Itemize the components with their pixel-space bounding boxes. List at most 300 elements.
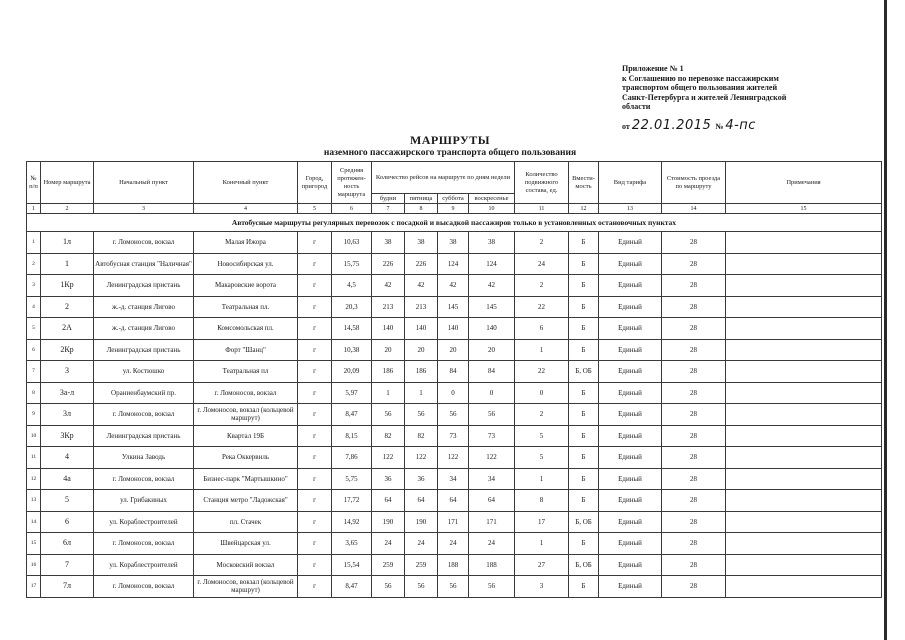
cell-capacity: Б xyxy=(569,296,599,318)
header-saturday: суббота xyxy=(438,194,469,204)
cell-tariff-type: Единый xyxy=(599,318,662,340)
cell-end-point: Форт "Шанц" xyxy=(194,339,298,361)
cell-start-point: Ленинградская пристань xyxy=(94,425,194,447)
cell-notes xyxy=(726,382,882,404)
cell-end-point: Малая Ижора xyxy=(194,232,298,254)
cell-fare: 28 xyxy=(662,490,726,512)
cell-tariff-type: Единый xyxy=(599,511,662,533)
cell-fare: 28 xyxy=(662,425,726,447)
cell-start-point: г. Ломоносов, вокзал xyxy=(94,576,194,598)
cell-n: 4 xyxy=(27,296,41,318)
cell-trips-sunday: 124 xyxy=(469,253,515,275)
cell-trips-saturday: 145 xyxy=(438,296,469,318)
cell-city: г xyxy=(298,554,332,576)
cell-trips-saturday: 34 xyxy=(438,468,469,490)
cell-trips-sunday: 42 xyxy=(469,275,515,297)
appendix-line: Приложение № 1 xyxy=(622,64,684,73)
cell-capacity: Б, ОБ xyxy=(569,361,599,383)
cell-trips-friday: 140 xyxy=(405,318,438,340)
cell-capacity: Б xyxy=(569,318,599,340)
cell-trips-weekday: 186 xyxy=(372,361,405,383)
cell-length: 5,97 xyxy=(332,382,372,404)
column-number: 15 xyxy=(726,204,882,214)
appendix-line: транспортом общего пользования жителей xyxy=(622,83,778,93)
column-number: 4 xyxy=(194,204,298,214)
order-no-label: № xyxy=(715,122,724,131)
cell-rolling-stock: 3 xyxy=(515,576,569,598)
cell-end-point: Макаровские ворота xyxy=(194,275,298,297)
cell-length: 8,47 xyxy=(332,404,372,426)
column-number: 10 xyxy=(469,204,515,214)
cell-notes xyxy=(726,404,882,426)
cell-length: 7,86 xyxy=(332,447,372,469)
cell-trips-sunday: 145 xyxy=(469,296,515,318)
cell-end-point: Театральная пл. xyxy=(194,296,298,318)
cell-fare: 28 xyxy=(662,253,726,275)
cell-fare: 28 xyxy=(662,339,726,361)
cell-trips-saturday: 124 xyxy=(438,253,469,275)
cell-notes xyxy=(726,253,882,275)
cell-end-point: пл. Стачек xyxy=(194,511,298,533)
cell-trips-weekday: 226 xyxy=(372,253,405,275)
routes-table xyxy=(26,161,882,598)
cell-capacity: Б xyxy=(569,339,599,361)
cell-route-number: 1л xyxy=(41,232,94,254)
cell-tariff-type: Единый xyxy=(599,554,662,576)
cell-notes xyxy=(726,468,882,490)
cell-city: г xyxy=(298,576,332,598)
cell-city: г xyxy=(298,425,332,447)
cell-rolling-stock: 5 xyxy=(515,447,569,469)
cell-tariff-type: Единый xyxy=(599,533,662,555)
cell-length: 5,75 xyxy=(332,468,372,490)
cell-notes xyxy=(726,533,882,555)
table-row xyxy=(27,554,882,576)
cell-tariff-type: Единый xyxy=(599,382,662,404)
appendix-line: к Соглашению по перевозке пассажирским xyxy=(622,73,779,83)
cell-start-point: г. Ломоносов, вокзал xyxy=(94,404,194,426)
cell-fare: 28 xyxy=(662,318,726,340)
cell-n: 12 xyxy=(27,468,41,490)
cell-length: 15,75 xyxy=(332,253,372,275)
cell-trips-saturday: 38 xyxy=(438,232,469,254)
cell-start-point: Ленинградская пристань xyxy=(94,339,194,361)
cell-rolling-stock: 2 xyxy=(515,404,569,426)
header-start-point: Начальный пункт xyxy=(94,162,194,204)
cell-length: 4,5 xyxy=(332,275,372,297)
cell-notes xyxy=(726,490,882,512)
header-n: № п/п xyxy=(27,162,41,204)
cell-length: 17,72 xyxy=(332,490,372,512)
cell-route-number: 4а xyxy=(41,468,94,490)
cell-capacity: Б xyxy=(569,232,599,254)
column-number-row xyxy=(27,204,882,214)
cell-tariff-type: Единый xyxy=(599,296,662,318)
cell-length: 14,58 xyxy=(332,318,372,340)
cell-trips-friday: 20 xyxy=(405,339,438,361)
cell-notes xyxy=(726,447,882,469)
cell-n: 14 xyxy=(27,511,41,533)
cell-fare: 28 xyxy=(662,576,726,598)
cell-rolling-stock: 27 xyxy=(515,554,569,576)
cell-route-number: 4 xyxy=(41,447,94,469)
cell-trips-friday: 56 xyxy=(405,404,438,426)
appendix-note xyxy=(622,64,822,112)
column-number: 2 xyxy=(41,204,94,214)
header-capacity: Вмести-мость xyxy=(569,162,599,204)
cell-notes xyxy=(726,511,882,533)
cell-start-point: г. Ломоносов, вокзал xyxy=(94,232,194,254)
cell-capacity: Б xyxy=(569,447,599,469)
cell-route-number: 6л xyxy=(41,533,94,555)
cell-rolling-stock: 1 xyxy=(515,468,569,490)
cell-tariff-type: Единый xyxy=(599,404,662,426)
cell-trips-weekday: 140 xyxy=(372,318,405,340)
cell-trips-weekday: 38 xyxy=(372,232,405,254)
appendix-line: Санкт-Петербурга и жителей Ленинградской xyxy=(622,92,787,102)
cell-trips-friday: 226 xyxy=(405,253,438,275)
cell-fare: 28 xyxy=(662,404,726,426)
cell-end-point: Швейцарская ул. xyxy=(194,533,298,555)
page-subtitle: наземного пассажирского транспорта общего пользования xyxy=(323,148,577,158)
column-number: 3 xyxy=(94,204,194,214)
cell-trips-friday: 186 xyxy=(405,361,438,383)
cell-end-point: Комсомольская пл. xyxy=(194,318,298,340)
order-number: 4-пс xyxy=(725,118,756,133)
column-number: 5 xyxy=(298,204,332,214)
cell-trips-saturday: 73 xyxy=(438,425,469,447)
cell-route-number: 7 xyxy=(41,554,94,576)
order-reference xyxy=(622,118,756,133)
cell-trips-weekday: 190 xyxy=(372,511,405,533)
cell-trips-saturday: 188 xyxy=(438,554,469,576)
cell-route-number: 2А xyxy=(41,318,94,340)
cell-trips-weekday: 64 xyxy=(372,490,405,512)
cell-trips-weekday: 1 xyxy=(372,382,405,404)
cell-trips-sunday: 34 xyxy=(469,468,515,490)
cell-notes xyxy=(726,275,882,297)
cell-n: 11 xyxy=(27,447,41,469)
cell-notes xyxy=(726,361,882,383)
column-number: 6 xyxy=(332,204,372,214)
cell-fare: 28 xyxy=(662,275,726,297)
cell-start-point: г. Ломоносов, вокзал xyxy=(94,468,194,490)
cell-fare: 28 xyxy=(662,468,726,490)
header-end-point: Конечный пункт xyxy=(194,162,298,204)
cell-trips-saturday: 24 xyxy=(438,533,469,555)
cell-trips-friday: 259 xyxy=(405,554,438,576)
cell-trips-friday: 64 xyxy=(405,490,438,512)
cell-tariff-type: Единый xyxy=(599,447,662,469)
cell-trips-sunday: 0 xyxy=(469,382,515,404)
cell-trips-sunday: 24 xyxy=(469,533,515,555)
section-title: Автобусные маршруты регулярных перевозок с посадкой и высадкой пассажиров только в установленных остановочных пунктах xyxy=(27,214,882,232)
cell-city: г xyxy=(298,382,332,404)
header-city: Город, пригород xyxy=(298,162,332,204)
cell-rolling-stock: 22 xyxy=(515,296,569,318)
cell-length: 8,15 xyxy=(332,425,372,447)
cell-capacity: Б, ОБ xyxy=(569,554,599,576)
cell-trips-saturday: 64 xyxy=(438,490,469,512)
cell-start-point: ж.-д. станция Лигово xyxy=(94,296,194,318)
cell-trips-friday: 82 xyxy=(405,425,438,447)
cell-start-point: г. Ломоносов, вокзал xyxy=(94,533,194,555)
column-number: 8 xyxy=(405,204,438,214)
cell-trips-sunday: 188 xyxy=(469,554,515,576)
cell-trips-friday: 42 xyxy=(405,275,438,297)
page-edge-shadow xyxy=(884,0,887,640)
cell-city: г xyxy=(298,253,332,275)
cell-route-number: 3л xyxy=(41,404,94,426)
cell-tariff-type: Единый xyxy=(599,425,662,447)
cell-trips-saturday: 140 xyxy=(438,318,469,340)
table-row xyxy=(27,404,882,426)
table-row xyxy=(27,425,882,447)
cell-trips-weekday: 82 xyxy=(372,425,405,447)
cell-trips-sunday: 38 xyxy=(469,232,515,254)
cell-trips-friday: 24 xyxy=(405,533,438,555)
cell-length: 15,54 xyxy=(332,554,372,576)
table-row xyxy=(27,232,882,254)
cell-capacity: Б xyxy=(569,533,599,555)
cell-end-point: г. Ломоносов, вокзал xyxy=(194,382,298,404)
cell-trips-sunday: 122 xyxy=(469,447,515,469)
column-number: 13 xyxy=(599,204,662,214)
cell-n: 17 xyxy=(27,576,41,598)
cell-length: 20,3 xyxy=(332,296,372,318)
order-prefix: от xyxy=(622,122,630,131)
cell-route-number: 3 xyxy=(41,361,94,383)
column-number: 9 xyxy=(438,204,469,214)
cell-city: г xyxy=(298,339,332,361)
table-row xyxy=(27,382,882,404)
cell-end-point: г. Ломоносов, вокзал (кольцевой маршрут) xyxy=(194,404,298,426)
cell-start-point: ул. Кораблестроителей xyxy=(94,511,194,533)
cell-trips-sunday: 20 xyxy=(469,339,515,361)
cell-city: г xyxy=(298,296,332,318)
table-row xyxy=(27,275,882,297)
cell-rolling-stock: 6 xyxy=(515,318,569,340)
header-tariff-type: Вид тарифа xyxy=(599,162,662,204)
page-title: МАРШРУТЫ xyxy=(409,133,491,147)
cell-length: 14,92 xyxy=(332,511,372,533)
cell-fare: 28 xyxy=(662,511,726,533)
table-row xyxy=(27,253,882,275)
cell-end-point: Станция метро "Ладожская" xyxy=(194,490,298,512)
table-row xyxy=(27,468,882,490)
cell-n: 5 xyxy=(27,318,41,340)
cell-n: 1 xyxy=(27,232,41,254)
cell-capacity: Б xyxy=(569,253,599,275)
cell-tariff-type: Единый xyxy=(599,253,662,275)
cell-capacity: Б xyxy=(569,576,599,598)
cell-city: г xyxy=(298,533,332,555)
cell-trips-weekday: 56 xyxy=(372,576,405,598)
cell-trips-sunday: 73 xyxy=(469,425,515,447)
header-fare: Стоимость проезда по маршруту xyxy=(662,162,726,204)
cell-trips-saturday: 56 xyxy=(438,576,469,598)
cell-tariff-type: Единый xyxy=(599,490,662,512)
cell-trips-saturday: 56 xyxy=(438,404,469,426)
header-route-number: Номер маршрута xyxy=(41,162,94,204)
cell-route-number: 5 xyxy=(41,490,94,512)
cell-n: 8 xyxy=(27,382,41,404)
cell-route-number: 3а-л xyxy=(41,382,94,404)
header-friday: пятница xyxy=(405,194,438,204)
cell-notes xyxy=(726,296,882,318)
cell-n: 2 xyxy=(27,253,41,275)
cell-n: 16 xyxy=(27,554,41,576)
cell-city: г xyxy=(298,232,332,254)
cell-notes xyxy=(726,554,882,576)
cell-capacity: Б, ОБ xyxy=(569,511,599,533)
cell-start-point: Ленинградская пристань xyxy=(94,275,194,297)
cell-route-number: 7л xyxy=(41,576,94,598)
table-row xyxy=(27,361,882,383)
cell-capacity: Б xyxy=(569,490,599,512)
cell-trips-saturday: 42 xyxy=(438,275,469,297)
table-row xyxy=(27,511,882,533)
cell-fare: 28 xyxy=(662,554,726,576)
cell-end-point: Бизнес-парк "Мартышкино" xyxy=(194,468,298,490)
cell-trips-saturday: 84 xyxy=(438,361,469,383)
table-row xyxy=(27,318,882,340)
header-sunday: воскресенье xyxy=(469,194,515,204)
cell-trips-weekday: 24 xyxy=(372,533,405,555)
cell-end-point: Московский вокзал xyxy=(194,554,298,576)
header-weekday: будни xyxy=(372,194,405,204)
cell-trips-sunday: 140 xyxy=(469,318,515,340)
cell-rolling-stock: 1 xyxy=(515,533,569,555)
cell-end-point: Квартал 19Б xyxy=(194,425,298,447)
cell-route-number: 1 xyxy=(41,253,94,275)
cell-city: г xyxy=(298,511,332,533)
cell-start-point: ул. Кораблестроителей xyxy=(94,554,194,576)
cell-rolling-stock: 24 xyxy=(515,253,569,275)
table-row xyxy=(27,490,882,512)
cell-trips-friday: 56 xyxy=(405,576,438,598)
cell-notes xyxy=(726,232,882,254)
cell-end-point: г. Ломоносов, вокзал (кольцевой маршрут) xyxy=(194,576,298,598)
cell-trips-friday: 213 xyxy=(405,296,438,318)
cell-trips-sunday: 64 xyxy=(469,490,515,512)
cell-trips-weekday: 42 xyxy=(372,275,405,297)
cell-fare: 28 xyxy=(662,382,726,404)
cell-n: 6 xyxy=(27,339,41,361)
column-number: 7 xyxy=(372,204,405,214)
cell-trips-friday: 190 xyxy=(405,511,438,533)
cell-trips-sunday: 56 xyxy=(469,404,515,426)
cell-notes xyxy=(726,425,882,447)
cell-rolling-stock: 0 xyxy=(515,382,569,404)
table-row xyxy=(27,576,882,598)
cell-route-number: 2 xyxy=(41,296,94,318)
cell-fare: 28 xyxy=(662,361,726,383)
cell-rolling-stock: 2 xyxy=(515,275,569,297)
order-date: 22.01.2015 xyxy=(631,118,712,133)
cell-n: 13 xyxy=(27,490,41,512)
cell-rolling-stock: 22 xyxy=(515,361,569,383)
cell-start-point: Улкина Заводь xyxy=(94,447,194,469)
header-length: Средняя протяжен-ность маршрута xyxy=(332,162,372,204)
cell-start-point: ул. Костюшко xyxy=(94,361,194,383)
cell-trips-weekday: 36 xyxy=(372,468,405,490)
cell-n: 3 xyxy=(27,275,41,297)
cell-notes xyxy=(726,576,882,598)
appendix-line: области xyxy=(622,102,651,112)
cell-tariff-type: Единый xyxy=(599,275,662,297)
cell-trips-weekday: 259 xyxy=(372,554,405,576)
cell-fare: 28 xyxy=(662,232,726,254)
cell-trips-weekday: 213 xyxy=(372,296,405,318)
cell-length: 3,65 xyxy=(332,533,372,555)
cell-trips-weekday: 20 xyxy=(372,339,405,361)
cell-notes xyxy=(726,318,882,340)
cell-capacity: Б xyxy=(569,275,599,297)
column-number: 11 xyxy=(515,204,569,214)
cell-capacity: Б xyxy=(569,382,599,404)
cell-city: г xyxy=(298,318,332,340)
cell-start-point: Ораниенбаумский пр. xyxy=(94,382,194,404)
cell-length: 8,47 xyxy=(332,576,372,598)
cell-trips-friday: 1 xyxy=(405,382,438,404)
header-trips-group: Количество рейсов на маршруте по дням недели xyxy=(372,162,515,194)
cell-trips-weekday: 122 xyxy=(372,447,405,469)
cell-city: г xyxy=(298,468,332,490)
cell-rolling-stock: 1 xyxy=(515,339,569,361)
cell-n: 10 xyxy=(27,425,41,447)
cell-capacity: Б xyxy=(569,468,599,490)
table-row xyxy=(27,447,882,469)
cell-tariff-type: Единый xyxy=(599,339,662,361)
cell-trips-sunday: 171 xyxy=(469,511,515,533)
cell-start-point: ул. Грибакиных xyxy=(94,490,194,512)
cell-city: г xyxy=(298,361,332,383)
cell-trips-saturday: 171 xyxy=(438,511,469,533)
cell-fare: 28 xyxy=(662,296,726,318)
cell-route-number: 3Кр xyxy=(41,425,94,447)
cell-trips-saturday: 122 xyxy=(438,447,469,469)
cell-fare: 28 xyxy=(662,447,726,469)
table-row xyxy=(27,339,882,361)
cell-city: г xyxy=(298,490,332,512)
cell-rolling-stock: 5 xyxy=(515,425,569,447)
cell-start-point: Автобусная станция "Наличная" xyxy=(94,253,194,275)
cell-rolling-stock: 2 xyxy=(515,232,569,254)
cell-tariff-type: Единый xyxy=(599,468,662,490)
cell-end-point: Новосибирская ул. xyxy=(194,253,298,275)
cell-route-number: 6 xyxy=(41,511,94,533)
cell-city: г xyxy=(298,447,332,469)
cell-tariff-type: Единый xyxy=(599,232,662,254)
cell-trips-saturday: 0 xyxy=(438,382,469,404)
cell-length: 10,38 xyxy=(332,339,372,361)
cell-capacity: Б xyxy=(569,425,599,447)
cell-trips-friday: 122 xyxy=(405,447,438,469)
cell-n: 9 xyxy=(27,404,41,426)
table-row xyxy=(27,533,882,555)
cell-rolling-stock: 17 xyxy=(515,511,569,533)
cell-end-point: Театральная пл xyxy=(194,361,298,383)
cell-length: 20,09 xyxy=(332,361,372,383)
cell-start-point: ж.-д. станция Лигово xyxy=(94,318,194,340)
cell-tariff-type: Единый xyxy=(599,361,662,383)
cell-trips-sunday: 56 xyxy=(469,576,515,598)
column-number: 12 xyxy=(569,204,599,214)
column-number: 1 xyxy=(27,204,41,214)
cell-route-number: 2Кр xyxy=(41,339,94,361)
column-number: 14 xyxy=(662,204,726,214)
